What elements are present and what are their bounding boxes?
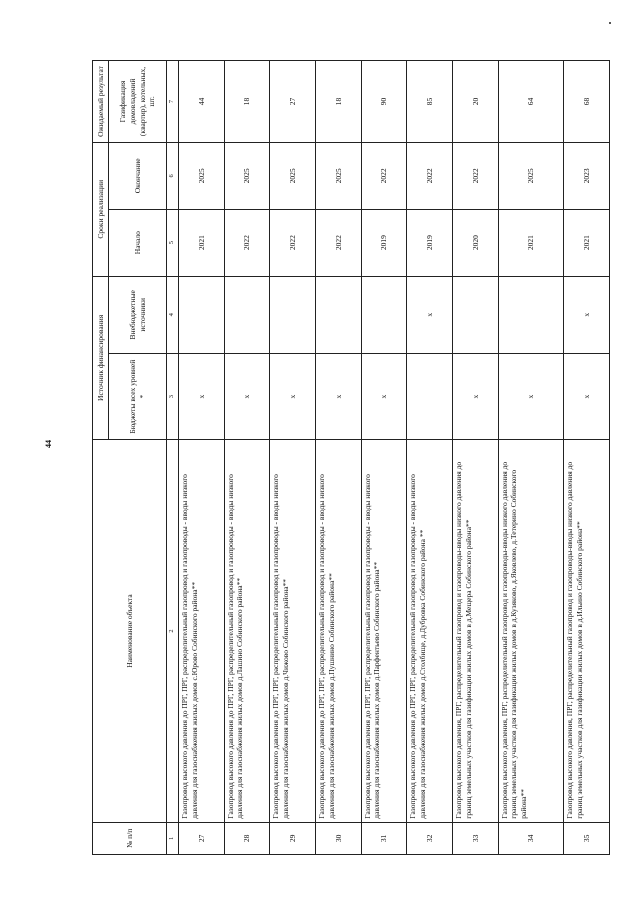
gas-objects-table (92, 60, 610, 855)
end-year: 2025 (224, 142, 270, 209)
header-budgets: Бюджеты всех уровней * (109, 354, 167, 440)
row-number: 35 (564, 822, 610, 854)
start-year: 2020 (453, 209, 499, 276)
gasification-count: 20 (453, 61, 499, 143)
page-number: 44 (44, 440, 53, 448)
start-year: 2019 (361, 209, 407, 276)
table-row (179, 61, 225, 855)
table-row (564, 61, 610, 855)
column-index: 5 (167, 209, 179, 276)
object-name: Газопровод высокого давления до ПРГ, ПРГ, распределительный газопровод и газопроводы - вводы низкого давления для газоснабжения жилых домов с.Юрово Собинского района** (179, 440, 225, 822)
gasification-count: 18 (316, 61, 362, 143)
table-row (498, 61, 563, 855)
budgets-mark: x (316, 354, 362, 440)
header-gasification: Газификация домовладений (квартир), котельных, шт. (109, 61, 167, 143)
extrabudget-mark (453, 276, 499, 354)
column-index: 6 (167, 142, 179, 209)
row-number: 33 (453, 822, 499, 854)
object-name: Газопровод высокого давления до ПРГ, ПРГ, распределительный газопровод и газопроводы - вводы низкого давления для газоснабжения жилых домов д.Чижово Собинского района** (270, 440, 316, 822)
object-name: Газопровод высокого давления, ПРГ, распределительный газопровод и газопроводы-вводы низкого давления до границ земельных участков для газификации жилых домов в д.Ильино Собинского района** (564, 440, 610, 822)
column-index: 1 (167, 822, 179, 854)
header-funding: Источник финансирования (93, 276, 109, 440)
header-terms: Сроки реализации (93, 142, 109, 276)
column-index: 4 (167, 276, 179, 354)
object-name: Газопровод высокого давления, ПРГ, распределительный газопровод и газопроводы-вводы низкого давления до границ земельных участков для газификации жилых домов в д.Кузяково, д.Яковлево, д.Тетерино Собинского района** (498, 440, 563, 822)
extrabudget-mark (361, 276, 407, 354)
object-name: Газопровод высокого давления до ПРГ, ПРГ, распределительный газопровод и газопроводы - вводы низкого давления для газоснабжения жилых домов д.Парфентьево Собинского района** (361, 440, 407, 822)
start-year: 2021 (498, 209, 563, 276)
budgets-mark (407, 354, 453, 440)
row-number: 32 (407, 822, 453, 854)
row-number: 34 (498, 822, 563, 854)
object-name: Газопровод высокого давления до ПРГ, ПРГ, распределительный газопровод и газопроводы - вводы низкого давления для газоснабжения жилых домов д.Столбище, д.Дубровка Собинского района ** (407, 440, 453, 822)
end-year: 2022 (361, 142, 407, 209)
start-year: 2022 (270, 209, 316, 276)
table-row (361, 61, 407, 855)
column-index: 3 (167, 354, 179, 440)
start-year: 2019 (407, 209, 453, 276)
table-row (407, 61, 453, 855)
end-year: 2025 (498, 142, 563, 209)
column-index: 7 (167, 61, 179, 143)
end-year: 2023 (564, 142, 610, 209)
extrabudget-mark: x (564, 276, 610, 354)
end-year: 2025 (316, 142, 362, 209)
budgets-mark: x (361, 354, 407, 440)
table-row (270, 61, 316, 855)
start-year: 2021 (564, 209, 610, 276)
row-number: 30 (316, 822, 362, 854)
rotated-table-container (92, 60, 610, 855)
object-name: Газопровод высокого давления до ПРГ, ПРГ, распределительный газопровод и газопроводы - вводы низкого давления для газоснабжения жилых домов д.Пушнино Собинского района** (316, 440, 362, 822)
gasification-count: 18 (224, 61, 270, 143)
budgets-mark: x (564, 354, 610, 440)
end-year: 2022 (453, 142, 499, 209)
object-name: Газопровод высокого давления, ПРГ, распределительный газопровод и газопроводы-вводы низкого давления до границ земельных участков для газификации жилых домов в д.Мещера Собинского района** (453, 440, 499, 822)
row-number: 28 (224, 822, 270, 854)
gasification-count: 85 (407, 61, 453, 143)
start-year: 2022 (224, 209, 270, 276)
gasification-count: 68 (564, 61, 610, 143)
gasification-count: 90 (361, 61, 407, 143)
extrabudget-mark: x (407, 276, 453, 354)
extrabudget-mark (498, 276, 563, 354)
header-end: Окончание (109, 142, 167, 209)
column-index-row (167, 61, 179, 855)
extrabudget-mark (224, 276, 270, 354)
budgets-mark: x (270, 354, 316, 440)
end-year: 2025 (179, 142, 225, 209)
header-start: Начало (109, 209, 167, 276)
gasification-count: 44 (179, 61, 225, 143)
object-name: Газопровод высокого давления до ПРГ, ПРГ, распределительный газопровод и газопроводы - вводы низкого давления для газоснабжения жилых домов д.Лашино Собинского района** (224, 440, 270, 822)
scan-speck (609, 22, 611, 24)
extrabudget-mark (270, 276, 316, 354)
end-year: 2025 (270, 142, 316, 209)
header-num: № п/п (93, 822, 167, 854)
table-row (316, 61, 362, 855)
gasification-count: 27 (270, 61, 316, 143)
row-number: 27 (179, 822, 225, 854)
table-row (224, 61, 270, 855)
end-year: 2022 (407, 142, 453, 209)
start-year: 2022 (316, 209, 362, 276)
gasification-count: 64 (498, 61, 563, 143)
header-name: Наименование объекта (93, 440, 167, 822)
budgets-mark: x (453, 354, 499, 440)
table-row (453, 61, 499, 855)
header-extrabudget: Внебюджетные источники (109, 276, 167, 354)
row-number: 31 (361, 822, 407, 854)
extrabudget-mark (316, 276, 362, 354)
budgets-mark: x (498, 354, 563, 440)
extrabudget-mark (179, 276, 225, 354)
column-index: 2 (167, 440, 179, 822)
start-year: 2021 (179, 209, 225, 276)
row-number: 29 (270, 822, 316, 854)
budgets-mark: x (179, 354, 225, 440)
header-result: Ожидаемый результат (93, 61, 109, 143)
budgets-mark: x (224, 354, 270, 440)
